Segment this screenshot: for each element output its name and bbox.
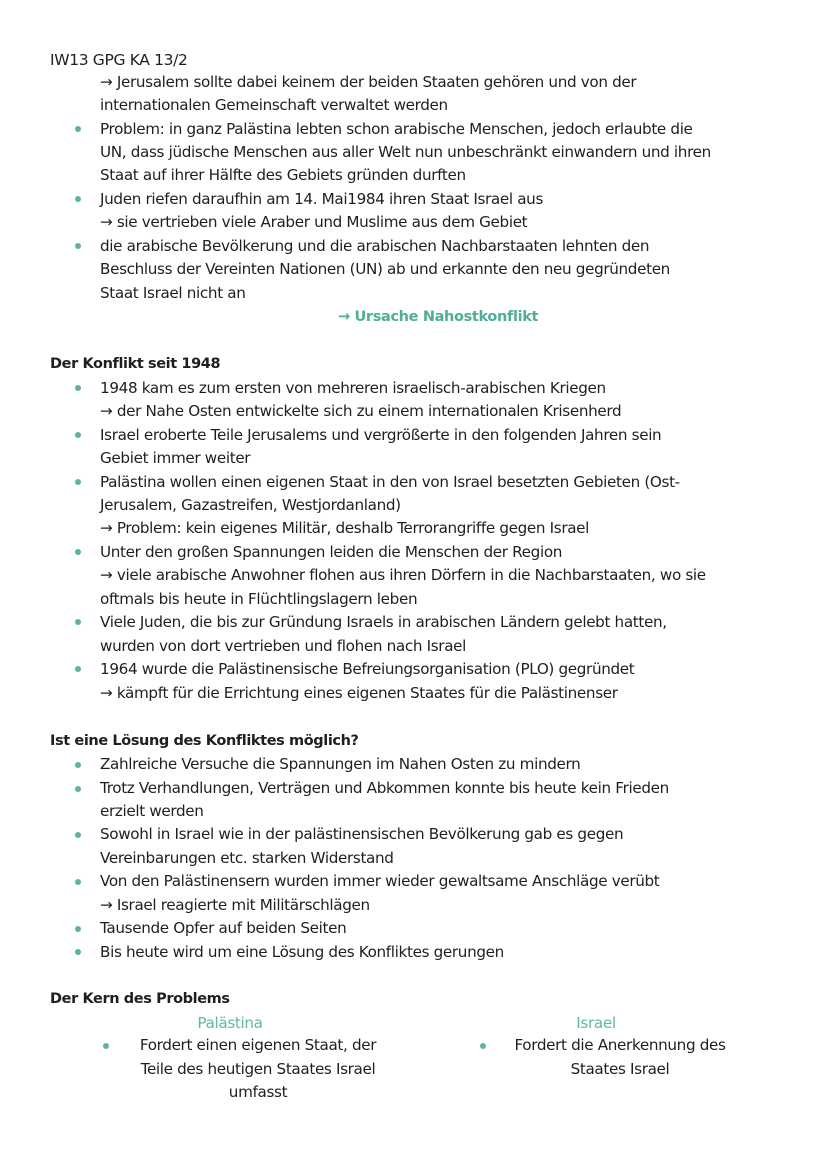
- bullet-icon: [75, 619, 81, 625]
- text-line: Problem: in ganz Palästina lebten schon arabische Menschen, jedoch erlaubte die: [100, 120, 693, 138]
- text-line: → Problem: kein eigenes Militär, deshalb Terrorangriffe gegen Israel: [100, 519, 590, 537]
- text-line: → Israel reagierte mit Militärschlägen: [100, 896, 370, 914]
- text-line: erzielt werden: [100, 802, 204, 820]
- text-line: Staates Israel: [570, 1060, 670, 1078]
- bullet-icon: [75, 432, 81, 438]
- document-header: IW13 GPG KA 13/2: [50, 51, 188, 69]
- bullet-icon: [75, 385, 81, 391]
- text-line: UN, dass jüdische Menschen aus aller Welt nun unbeschränkt einwandern und ihren: [100, 143, 711, 161]
- bullet-icon: [75, 949, 81, 955]
- column-title-palaestina: Palästina: [197, 1014, 263, 1032]
- section-heading-conflict: Der Konflikt seit 1948: [50, 356, 221, 372]
- text-line: 1964 wurde die Palästinensische Befreiungsorganisation (PLO) gegründet: [100, 660, 635, 678]
- text-line: Staat auf ihrer Hälfte des Gebiets gründen durften: [100, 166, 466, 184]
- bullet-icon: [480, 1043, 486, 1049]
- text-line: Teile des heutigen Staates Israel: [140, 1060, 376, 1078]
- text-line: → kämpft für die Errichtung eines eigenen Staates für die Palästinenser: [100, 684, 618, 702]
- text-line: Tausende Opfer auf beiden Seiten: [100, 919, 347, 937]
- bullet-icon: [75, 243, 81, 249]
- text-line: Unter den großen Spannungen leiden die Menschen der Region: [100, 543, 563, 561]
- bullet-icon: [75, 832, 81, 838]
- text-line: 1948 kam es zum ersten von mehreren israelisch-arabischen Kriegen: [100, 379, 606, 397]
- text-line: oftmals bis heute in Flüchtlingslagern leben: [100, 590, 418, 608]
- text-line: Staat Israel nicht an: [100, 284, 246, 302]
- text-line: Gebiet immer weiter: [100, 449, 251, 467]
- text-line: wurden von dort vertrieben und flohen nach Israel: [100, 637, 467, 655]
- text-line: → sie vertrieben viele Araber und Muslime aus dem Gebiet: [100, 213, 528, 231]
- bullet-icon: [75, 549, 81, 555]
- column-title-israel: Israel: [576, 1014, 616, 1032]
- bullet-icon: [75, 762, 81, 768]
- bullet-icon: [75, 926, 81, 932]
- text-line: internationalen Gemeinschaft verwaltet werden: [100, 96, 448, 114]
- text-line: Zahlreiche Versuche die Spannungen im Nahen Osten zu mindern: [100, 755, 581, 773]
- bullet-icon: [75, 196, 81, 202]
- text-line: Israel eroberte Teile Jerusalems und vergrößerte in den folgenden Jahren sein: [100, 426, 662, 444]
- bullet-icon: [75, 666, 81, 672]
- text-line: → Jerusalem sollte dabei keinem der beiden Staaten gehören und von der: [100, 73, 637, 91]
- text-line: Viele Juden, die bis zur Gründung Israels in arabischen Ländern gelebt hatten,: [100, 613, 667, 631]
- text-line: umfasst: [228, 1083, 288, 1101]
- section-heading-core: Der Kern des Problems: [50, 991, 230, 1007]
- bullet-icon: [75, 786, 81, 792]
- text-line: Fordert die Anerkennung des: [514, 1036, 726, 1054]
- text-line: Trotz Verhandlungen, Verträgen und Abkommen konnte bis heute kein Frieden: [100, 779, 669, 797]
- text-line: Beschluss der Vereinten Nationen (UN) ab und erkannte den neu gegründeten: [100, 260, 670, 278]
- bullet-icon: [75, 479, 81, 485]
- section-heading-solution: Ist eine Lösung des Konfliktes möglich?: [50, 733, 359, 749]
- text-line: Von den Palästinensern wurden immer wieder gewaltsame Anschläge verübt: [100, 872, 660, 890]
- bullet-icon: [103, 1043, 109, 1049]
- text-line: Juden riefen daraufhin am 14. Mai1984 ihren Staat Israel aus: [100, 190, 544, 208]
- text-line: die arabische Bevölkerung und die arabischen Nachbarstaaten lehnten den: [100, 237, 650, 255]
- conclusion-text: → Ursache Nahostkonflikt: [338, 309, 539, 325]
- bullet-icon: [75, 879, 81, 885]
- bullet-icon: [75, 126, 81, 132]
- text-line: Bis heute wird um eine Lösung des Konfliktes gerungen: [100, 943, 504, 961]
- text-line: Vereinbarungen etc. starken Widerstand: [100, 849, 394, 867]
- text-line: Fordert einen eigenen Staat, der: [139, 1036, 377, 1054]
- text-line: Palästina wollen einen eigenen Staat in den von Israel besetzten Gebieten (Ost-: [100, 473, 680, 491]
- text-line: → der Nahe Osten entwickelte sich zu einem internationalen Krisenherd: [100, 402, 622, 420]
- text-line: → viele arabische Anwohner flohen aus ihren Dörfern in die Nachbarstaaten, wo sie: [100, 566, 706, 584]
- text-line: Sowohl in Israel wie in der palästinensischen Bevölkerung gab es gegen: [100, 825, 624, 843]
- text-line: Jerusalem, Gazastreifen, Westjordanland): [100, 496, 401, 514]
